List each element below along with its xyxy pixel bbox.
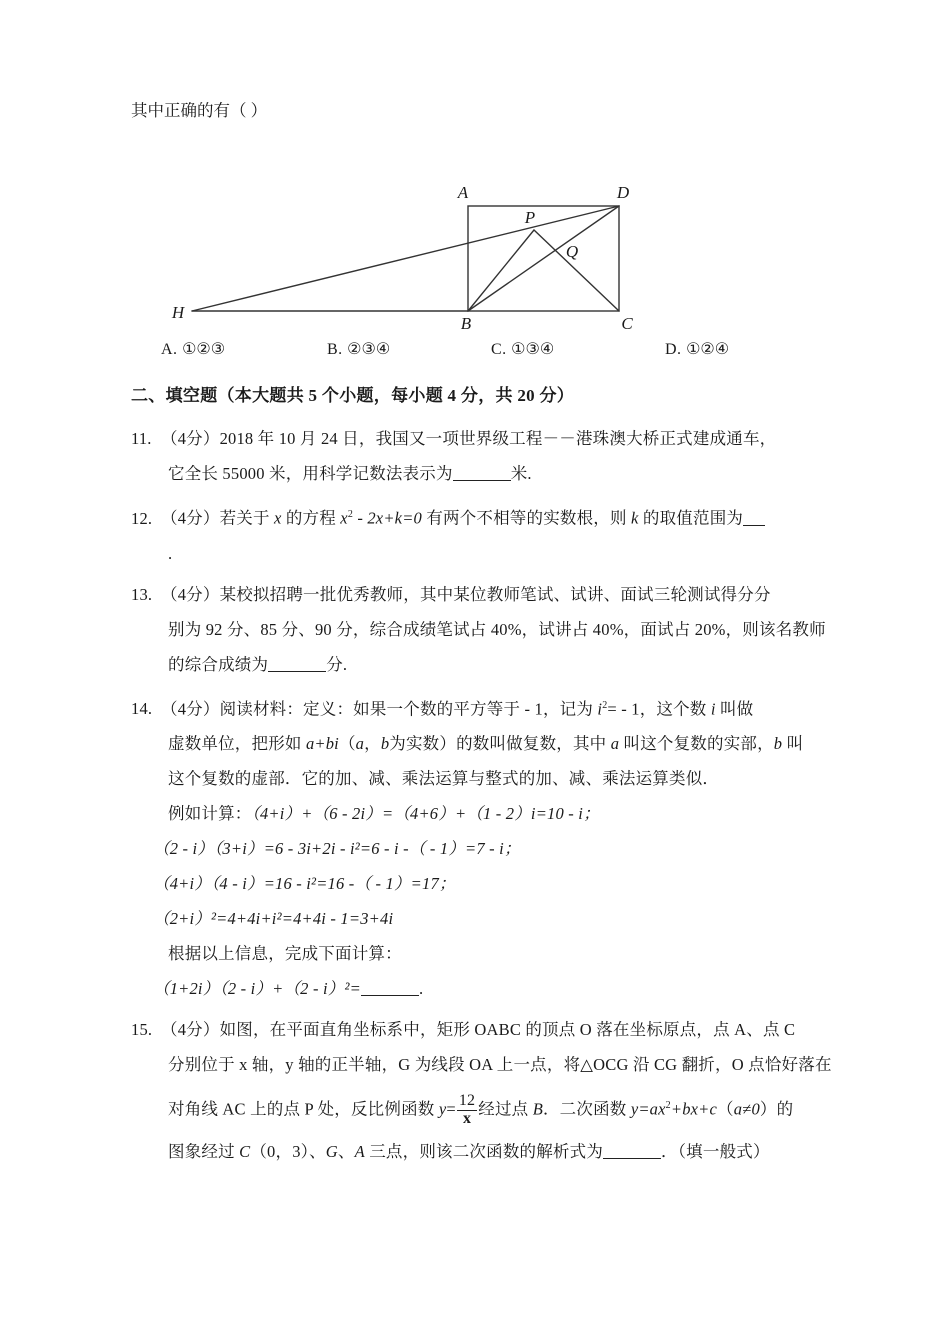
label-H: H <box>171 303 185 322</box>
question-14-a-var-2: a <box>610 734 620 753</box>
question-15-text-4c: 、 <box>337 1141 355 1161</box>
question-14-b-var: b <box>380 734 390 753</box>
question-15-text-4b: （0，3）、 <box>250 1141 326 1161</box>
question-14-intro-b: = - 1，这个数 <box>607 699 711 718</box>
question-14-intro2-f: 叫 <box>782 734 804 753</box>
question-15-quadratic-fn: y=ax <box>630 1099 666 1119</box>
question-15-text-3e: ）的 <box>759 1099 794 1119</box>
label-A: A <box>457 183 469 202</box>
question-15-quadratic-exponent: 2 <box>665 1100 671 1111</box>
question-13-number: 13. <box>131 584 153 604</box>
option-C-value: ①③④ <box>511 341 555 358</box>
segment-BP <box>468 230 534 311</box>
question-12-line-1 <box>131 497 831 536</box>
question-11-text-1: 2018 年 10 月 24 日，我国又一项世界级工程－－港珠澳大桥正式建成通车， <box>219 429 777 448</box>
question-stem: 其中正确的有（ ） <box>131 101 268 120</box>
question-14-b-var-2: b <box>773 734 783 753</box>
question-14-i-symbol: i <box>597 699 603 718</box>
question-13-score: （4分） <box>161 584 220 604</box>
question-12-eq-rest: - 2x+k=0 <box>353 508 427 528</box>
segment-BD <box>468 206 619 311</box>
question-12-number: 12. <box>131 508 153 528</box>
question-15-line-3 <box>131 1082 831 1134</box>
question-12-text-d: 的取值范围为 <box>638 508 744 528</box>
question-11-number: 11. <box>131 429 152 448</box>
question-14-example-4: （2+i）²=4+4i+i²=4+4i - 1=3+4i <box>153 909 394 928</box>
question-12-text-a: 若关于 <box>219 508 274 528</box>
question-15-answer-blank[interactable] <box>603 1143 661 1159</box>
question-14-final-line <box>131 971 831 1006</box>
question-15-point-G: G <box>325 1141 338 1161</box>
question-14-final-period: . <box>418 979 424 998</box>
question-14-example-line-4 <box>131 901 831 936</box>
question-15-text-1: 如图，在平面直角坐标系中，矩形 OABC 的顶点 O 落在坐标原点，点 A、点 C <box>219 1020 796 1039</box>
question-13-line-3 <box>131 647 831 682</box>
question-14-a-var: a <box>355 734 365 753</box>
inverse-proportional-fraction <box>457 1093 477 1128</box>
question-13 <box>131 577 831 682</box>
question-15-line-1 <box>131 1012 831 1047</box>
question-15-point-C: C <box>239 1141 251 1161</box>
question-14-i-symbol-2: i <box>710 699 716 718</box>
option-D-value: ①②④ <box>686 341 730 358</box>
label-C: C <box>621 314 633 330</box>
question-15-point-B: B <box>532 1099 543 1119</box>
question-14-abi: a+bi <box>305 734 339 753</box>
question-12-var-x: x <box>274 508 282 528</box>
option-B[interactable] <box>327 339 390 359</box>
question-12-var-k: k <box>631 508 639 528</box>
question-14-number: 14. <box>131 699 153 718</box>
question-14-example-line-3 <box>131 866 831 901</box>
figure-svg <box>131 130 831 330</box>
question-14-example-2: （2 - i）（3+i）=6 - 3i+2i - i²=6 - i -（ - 1）=7 - i； <box>153 839 521 858</box>
question-12-period: . <box>168 543 173 563</box>
question-14-example-line-2 <box>131 831 831 866</box>
question-12-answer-blank[interactable] <box>743 510 765 526</box>
question-13-answer-blank[interactable] <box>268 656 326 672</box>
question-13-text-3: 的综合成绩为 <box>168 654 269 674</box>
question-15-line-4 <box>131 1134 831 1169</box>
question-11 <box>131 421 831 491</box>
question-14-line-1 <box>131 688 831 727</box>
question-15-quadratic-fn2: +bx+c <box>670 1099 718 1119</box>
question-14-intro2-e: 叫这个复数的实部， <box>619 734 774 753</box>
question-15-text-2: 分别位于 x 轴，y 轴的正半轴，G 为线段 OA 上一点，将△OCG 沿 CG 翻折，O 点恰好落在 <box>168 1055 832 1074</box>
answer-options <box>131 339 831 371</box>
section-heading: 二、填空题（本大题共 5 个小题，每小题 4 分，共 20 分） <box>131 386 575 405</box>
question-12-score: （4分） <box>161 508 220 528</box>
question-13-line-1 <box>131 577 831 612</box>
question-11-text-2: 它全长 55000 米，用科学记数法表示为 <box>168 464 453 483</box>
question-15-text-3c: ．二次函数 <box>542 1099 631 1119</box>
fraction-numerator: 12 <box>458 1091 476 1109</box>
option-D-label: D. <box>665 341 682 358</box>
question-12 <box>131 497 831 571</box>
question-15-text-3b: 经过点 <box>478 1099 533 1119</box>
question-14-paren-open: （ <box>338 734 356 753</box>
question-15-point-A: A <box>354 1141 365 1161</box>
question-15 <box>131 1012 831 1169</box>
option-A-value: ①②③ <box>182 341 226 358</box>
question-13-text-1: 某校拟招聘一批优秀教师，其中某位教师笔试、试讲、面试三轮测试得分分 <box>219 584 771 604</box>
question-12-text-b: 的方程 <box>281 508 341 528</box>
question-15-score: （4分） <box>161 1020 220 1039</box>
geometry-figure <box>131 130 831 335</box>
question-15-text-3a: 对角线 AC 上的点 P 处，反比例函数 <box>168 1099 439 1119</box>
question-15-text-4a: 图象经过 <box>168 1141 240 1161</box>
question-14-intro-c: 叫做 <box>715 699 754 718</box>
option-B-label: B. <box>327 341 343 358</box>
question-15-number: 15. <box>131 1020 153 1039</box>
question-15-a-not-zero: a≠0 <box>733 1099 760 1119</box>
question-13-unit: 分. <box>326 654 348 674</box>
question-15-y-var: y <box>438 1099 447 1119</box>
question-14-final-expression: （1+2i）（2 - i）+（2 - i）²= <box>153 979 361 998</box>
question-13-text-2: 别为 92 分、85 分、90 分，综合成绩笔试占 40%，试讲占 40%，面试占 20%，则该名教师 <box>168 619 826 639</box>
question-14-example-3: （4+i）（4 - i）=16 - i²=16 -（ - 1）=17； <box>153 874 456 893</box>
question-14-i-exponent: 2 <box>602 699 608 711</box>
question-11-unit: 米. <box>510 464 532 483</box>
question-14-line-3 <box>131 761 831 796</box>
option-A-label: A. <box>161 341 178 358</box>
question-14-examples-label-line <box>131 796 831 831</box>
question-12-line-2 <box>131 536 831 571</box>
question-15-equals: = <box>446 1099 456 1119</box>
question-14-answer-blank[interactable] <box>361 980 419 996</box>
question-15-text-3d: （ <box>717 1099 734 1119</box>
question-14-comma: ， <box>364 734 381 753</box>
question-14-example-1: （4+i）+（6 - 2i）=（4+6）+（1 - 2）i=10 - i； <box>251 804 600 823</box>
question-14-score: （4分） <box>161 699 220 718</box>
question-11-answer-blank[interactable] <box>453 465 511 481</box>
label-Q: Q <box>565 242 579 261</box>
question-12-eq-x: x <box>340 508 348 528</box>
question-14-closing: 根据以上信息，完成下面计算： <box>168 944 402 963</box>
question-14 <box>131 688 831 1007</box>
question-13-line-2 <box>131 612 831 647</box>
question-14-intro-a: 阅读材料：定义：如果一个数的平方等于 - 1，记为 <box>219 699 598 718</box>
option-D[interactable] <box>665 339 729 359</box>
option-B-value: ②③④ <box>347 341 391 358</box>
question-14-examples-label: 例如计算： <box>168 804 252 823</box>
question-11-score: （4分） <box>161 429 220 448</box>
segment-HD <box>192 206 619 311</box>
question-14-line-2 <box>131 726 831 761</box>
label-D: D <box>616 183 630 202</box>
question-11-line-1 <box>131 421 831 456</box>
option-C[interactable] <box>491 339 554 359</box>
question-14-closing-line <box>131 936 831 971</box>
option-A[interactable] <box>161 339 225 359</box>
question-11-line-2 <box>131 456 831 491</box>
option-C-label: C. <box>491 341 507 358</box>
fraction-denominator: x <box>462 1109 472 1127</box>
question-14-intro2-d: 为实数）的数叫做复数，其中 <box>389 734 611 753</box>
question-14-intro2-a: 虚数单位，把形如 <box>168 734 306 753</box>
question-12-text-c: 有两个不相等的实数根，则 <box>426 508 632 528</box>
label-P: P <box>524 208 536 227</box>
question-15-line-2 <box>131 1047 831 1082</box>
question-15-text-4e: ．（填一般式） <box>661 1141 770 1161</box>
question-12-eq-exponent: 2 <box>347 509 354 520</box>
question-14-intro3: 这个复数的虚部．它的加、减、乘法运算与整式的加、减、乘法运算类似． <box>168 769 720 788</box>
page-content <box>131 96 831 1169</box>
label-B: B <box>460 314 472 330</box>
question-15-text-4d: 三点，则该二次函数的解析式为 <box>364 1141 604 1161</box>
